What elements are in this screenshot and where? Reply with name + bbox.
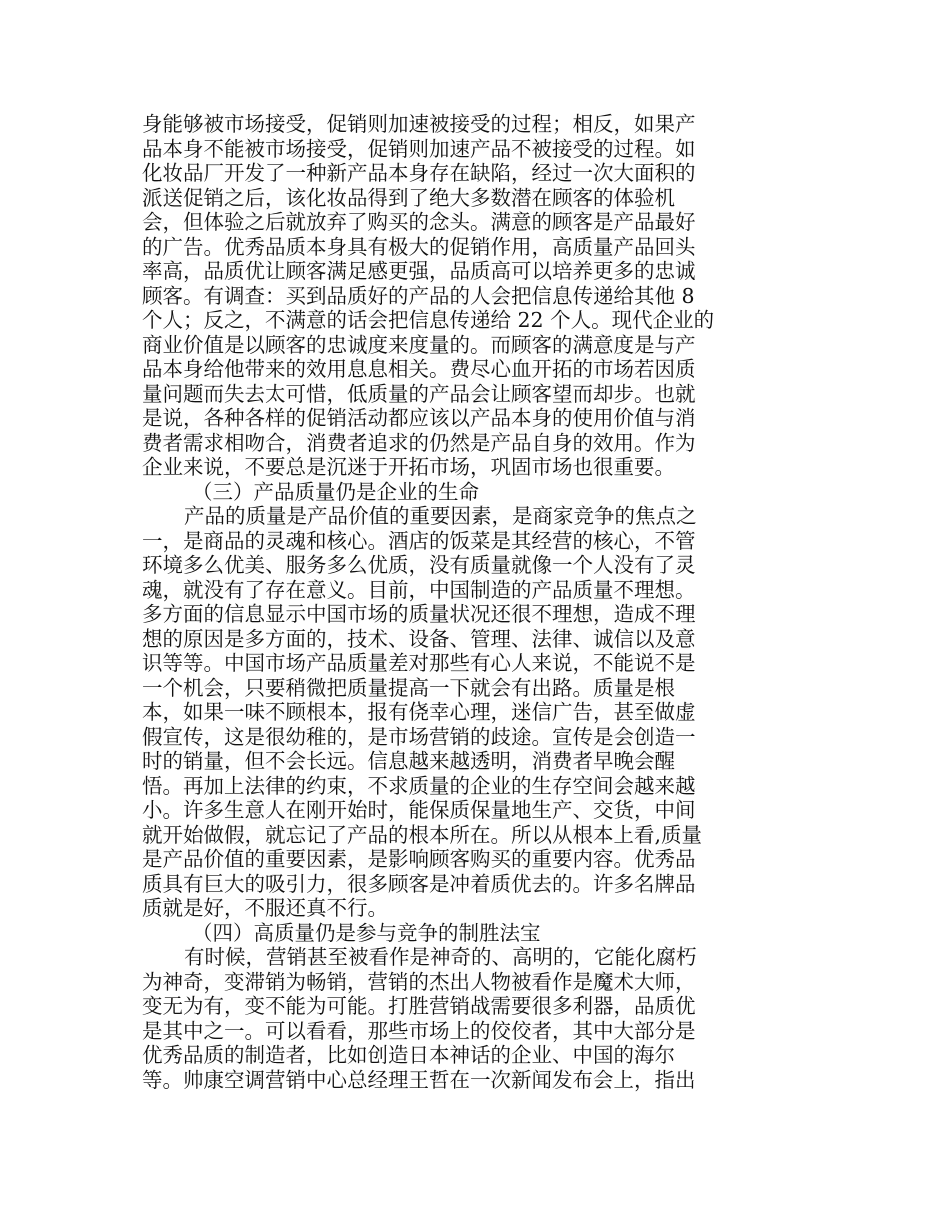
text-line: 身能够被市场接受，促销则加速被接受的过程；相反，如果产 (142, 112, 696, 136)
text-line: 优秀品质的制造者，比如创造日本神话的企业、中国的海尔 (142, 1043, 675, 1067)
text-line: 时的销量，但不会长远。信息越来越透明，消费者早晚会醒 (142, 749, 675, 773)
text-line: 悟。再加上法律的约束，不求质量的企业的生存空间会越来越 (142, 773, 696, 798)
text-line: 质就是好，不服还真不行。 (142, 896, 388, 920)
text-line: 派送促销之后，该化妆品得到了绝大多数潜在顾客的体验机 (142, 185, 675, 210)
text-line: 一，是商品的灵魂和核心。酒店的饭菜是其经营的核心，不管 (142, 528, 696, 553)
text-line: 一个机会，只要稍微把质量提高一下就会有出路。质量是根 (142, 675, 675, 700)
text-line: 是产品价值的重要因素，是影响顾客购买的重要内容。优秀品 (142, 847, 696, 871)
text-line: 的广告。优秀品质本身具有极大的促销作用，高质量产品回头 (142, 234, 696, 259)
text-line: 化妆品厂开发了一种新产品本身存在缺陷，经过一次大面积的 (142, 161, 696, 185)
text-line: 多方面的信息显示中国市场的质量状况还很不理想，造成不理 (142, 602, 696, 626)
text-line: 会，但体验之后就放弃了购买的念头。满意的顾客是产品最好 (142, 210, 696, 234)
text-line: 率高，品质优让顾客满足感更强，品质高可以培养更多的忠诚 (142, 259, 696, 283)
text-line: 环境多么优美、服务多么优质，没有质量就像一个人没有了灵 (142, 553, 696, 577)
text-line: 品本身不能被市场接受，促销则加速产品不被接受的过程。如 (142, 136, 696, 161)
text-line: 为神奇，变滞销为畅销，营销的杰出人物被看作是魔术大师， (142, 969, 696, 994)
text-line: 顾客。有调查：买到品质好的产品的人会把信息传递给其他 8 (142, 283, 695, 308)
text-line: 个人；反之，不满意的话会把信息传递给 22 个人。现代企业的 (142, 308, 715, 332)
text-line: 量问题而失去太可惜，低质量的产品会让顾客望而却步。也就 (142, 381, 696, 406)
text-line: 等。帅康空调营销中心总经理王哲在一次新闻发布会上，指出 (142, 1067, 696, 1092)
text-line: 产品的质量是产品价值的重要因素，是商家竞争的焦点之 (184, 504, 697, 528)
text-line: 小。许多生意人在刚开始时，能保质保量地生产、交货，中间 (142, 798, 696, 822)
text-line: 是说，各种各样的促销活动都应该以产品本身的使用价值与消 (142, 406, 696, 430)
text-line: 本，如果一味不顾根本，报有侥幸心理，迷信广告，甚至做虚 (142, 700, 696, 724)
text-line: 就开始做假，就忘记了产品的根本所在。所以从根本上看,质量 (142, 822, 703, 847)
text-line: 有时候，营销甚至被看作是神奇的、高明的，它能化腐朽 (184, 945, 697, 969)
text-line: 识等等。中国市场产品质量差对那些有心人来说，不能说不是 (142, 651, 696, 675)
text-line: 费者需求相吻合，消费者追求的仍然是产品自身的效用。作为 (142, 430, 696, 455)
text-line: 假宣传，这是很幼稚的，是市场营销的歧途。宣传是会创造一 (142, 724, 696, 749)
body-text (142, 112, 747, 1092)
text-line: 质具有巨大的吸引力，很多顾客是冲着质优去的。许多名牌品 (142, 871, 696, 896)
text-line: 是其中之一。可以看看，那些市场上的佼佼者，其中大部分是 (142, 1018, 696, 1043)
text-line: 商业价值是以顾客的忠诚度来度量的。而顾客的满意度是与产 (142, 332, 696, 357)
section-heading: （三）产品质量仍是企业的生命 (192, 479, 479, 504)
text-line: 想的原因是多方面的，技术、设备、管理、法律、诚信以及意 (142, 626, 696, 651)
text-line: 魂，就没有了存在意义。目前，中国制造的产品质量不理想。 (142, 577, 696, 602)
section-heading: （四）高质量仍是参与竞争的制胜法宝 (192, 920, 541, 945)
text-line: 品本身给他带来的效用息息相关。费尽心血开拓的市场若因质 (142, 357, 696, 381)
text-line: 企业来说，不要总是沉迷于开拓市场，巩固市场也很重要。 (142, 455, 675, 479)
text-line: 变无为有，变不能为可能。打胜营销战需要很多利器，品质优 (142, 994, 696, 1018)
